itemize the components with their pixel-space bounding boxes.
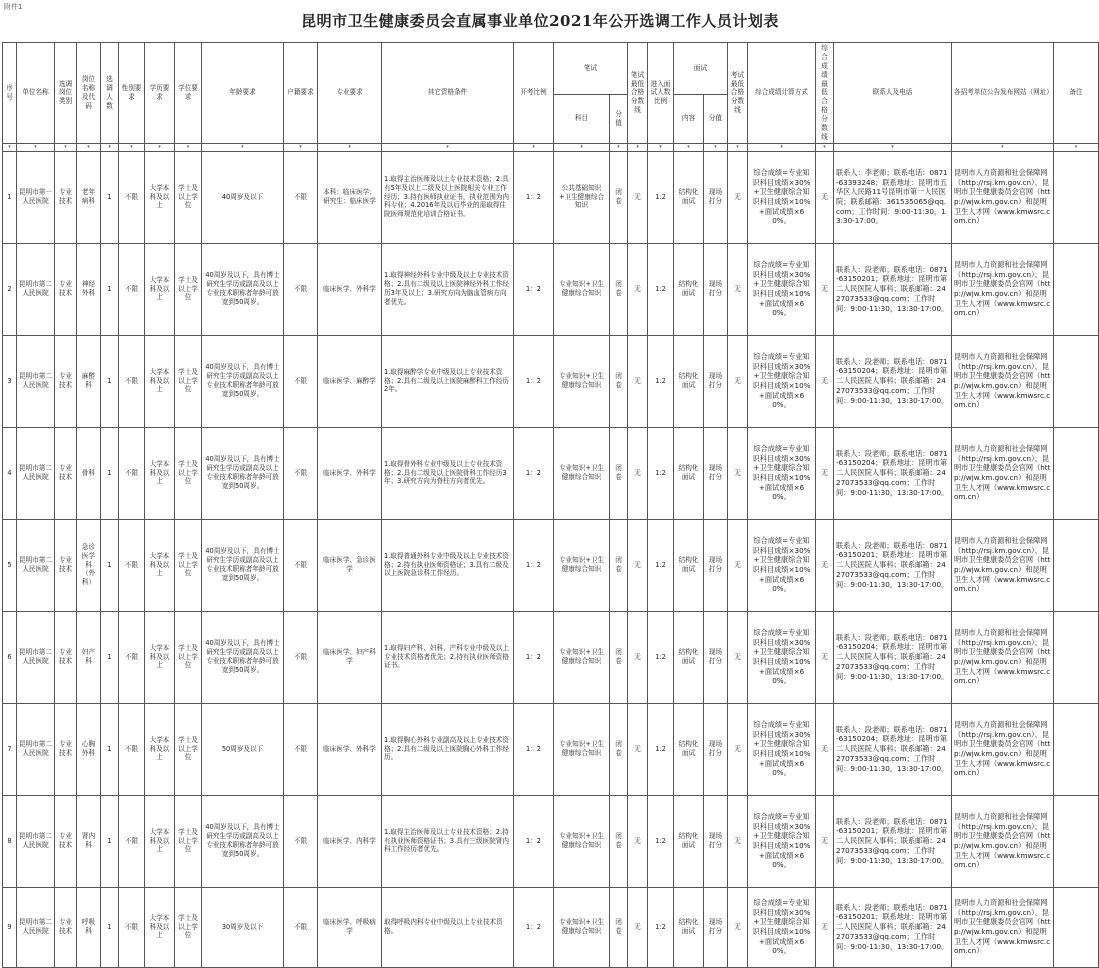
cell-no: 8 <box>3 795 17 887</box>
filter-dropdown[interactable]: ▾ <box>55 143 77 151</box>
cell-category: 专业技术 <box>55 703 77 795</box>
filter-dropdown[interactable]: ▾ <box>175 143 202 151</box>
cell-degree: 学士及以上学位 <box>175 611 202 703</box>
cell-education: 大学本科及以上 <box>145 887 175 967</box>
cell-post: 神经外科 <box>77 243 101 335</box>
filter-dropdown[interactable]: ▾ <box>318 143 382 151</box>
cell-interview-weight: 现场打分 <box>704 703 728 795</box>
cell-unit: 昆明市第二人民医院 <box>17 887 55 967</box>
cell-contact: 联系人：段老师；联系电话：0871-63150201；联系地址：昆明市第二人民医院人事科；联系邮箱：2427073533@qq.com；工作时间：9:00-11:30，13:30-17:00。 <box>834 519 952 611</box>
cell-age: 40周岁及以下，具有博士研究生学历或副高及以上专业技术职称者年龄可放宽到50周岁。 <box>202 611 284 703</box>
cell-major: 临床医学、外科学 <box>318 703 382 795</box>
cell-post: 骨科 <box>77 427 101 519</box>
filter-dropdown[interactable]: ▾ <box>554 143 610 151</box>
cell-remark <box>1054 427 1099 519</box>
cell-written-score: 无 <box>628 795 648 887</box>
filter-dropdown[interactable]: ▾ <box>816 143 834 151</box>
header-written-weight: 分值 <box>610 94 628 143</box>
table-row <box>3 427 1099 519</box>
header-age: 年龄要求 <box>202 43 284 144</box>
table-row <box>3 243 1099 335</box>
cell-written-subject: 专业知识+卫生健康综合知识 <box>554 795 610 887</box>
header-remark: 备注 <box>1054 43 1099 144</box>
cell-assess: 无 <box>728 795 748 887</box>
cell-written-score: 无 <box>628 703 648 795</box>
cell-category: 专业技术 <box>55 795 77 887</box>
cell-category: 专业技术 <box>55 427 77 519</box>
header-total-method: 综合成绩计算方式 <box>748 43 816 144</box>
header-count: 选调人数 <box>101 43 119 144</box>
cell-no: 7 <box>3 703 17 795</box>
cell-age: 40周岁及以下，具有博士研究生学历或副高及以上专业技术职称者年龄可放宽到50周岁。 <box>202 519 284 611</box>
cell-other: 1.取得主治医师及以上专业技术资格；2.持有执业医师资格证书；3.具有三级医院肾内科工作经历者优先。 <box>382 795 514 887</box>
cell-contact: 联系人：段老师；联系电话：0871-63150201；联系地址：昆明市第二人民医院人事科；联系邮箱：2427073533@qq.com；工作时间：9:00-11:30，13:30-17:00。 <box>834 243 952 335</box>
cell-written-weight: 闭卷 <box>610 335 628 427</box>
cell-unit: 昆明市第二人民医院 <box>17 703 55 795</box>
annex-label: 附件1 <box>4 3 23 11</box>
filter-dropdown[interactable]: ▾ <box>834 143 952 151</box>
cell-contact: 联系人：李老师；联系电话：0871-63393248；联系地址：昆明市五华区人民路11号昆明市第一人民医院；联系邮箱：361535065@qq.com；工作时间：9:00-11:30，13:30-17:00。 <box>834 151 952 243</box>
cell-written-score: 无 <box>628 887 648 967</box>
cell-household: 不限 <box>284 151 318 243</box>
cell-assess: 无 <box>728 519 748 611</box>
cell-contact: 联系人：段老师；联系电话：0871-63150204；联系地址：昆明市第二人民医院人事科；联系邮箱：2427073533@qq.com；工作时间：9:00-11:30，13:30-17:00。 <box>834 335 952 427</box>
cell-total-min: 无 <box>816 427 834 519</box>
cell-ratio: 1：2 <box>514 427 554 519</box>
cell-unit: 昆明市第一人民医院 <box>17 151 55 243</box>
cell-interview-ratio: 1:2 <box>648 703 674 795</box>
cell-ratio: 1：2 <box>514 887 554 967</box>
cell-written-weight: 闭卷 <box>610 427 628 519</box>
cell-category: 专业技术 <box>55 335 77 427</box>
header-interview-group: 面试 <box>674 43 728 95</box>
cell-household: 不限 <box>284 887 318 967</box>
cell-interview-ratio: 1:2 <box>648 519 674 611</box>
filter-dropdown[interactable]: ▾ <box>704 143 728 151</box>
cell-site: 昆明市人力资源和社会保障网（http://rsj.km.gov.cn）、昆明市卫生健康委员会官网（http://wjw.km.gov.cn）和昆明卫生人才网（www.kmwsrc.com.cn） <box>952 151 1054 243</box>
cell-age: 30周岁及以下 <box>202 887 284 967</box>
header-post-name: 岗位名称及代码 <box>77 43 101 144</box>
cell-age: 50周岁及以下 <box>202 703 284 795</box>
cell-degree: 学士及以上学位 <box>175 887 202 967</box>
cell-total-method: 综合成绩=专业知识科目成绩×30%+卫生健康综合知识科目成绩×10%+面试成绩×60%。 <box>748 611 816 703</box>
cell-total-min: 无 <box>816 887 834 967</box>
cell-household: 不限 <box>284 243 318 335</box>
cell-education: 大学本科及以上 <box>145 335 175 427</box>
cell-interview-weight: 现场打分 <box>704 243 728 335</box>
header-interview-ratio: 进入面试人数比例 <box>648 43 674 144</box>
cell-post: 肾内科 <box>77 795 101 887</box>
cell-written-score: 无 <box>628 151 648 243</box>
header-assess: 考试最低合格分数线 <box>728 43 748 144</box>
cell-contact: 联系人：段老师；联系电话：0871-63150204；联系地址：昆明市第二人民医院人事科；联系邮箱：2427073533@qq.com；工作时间：9:00-11:30，13:30-17:00。 <box>834 611 952 703</box>
cell-household: 不限 <box>284 795 318 887</box>
header-education: 学历要求 <box>145 43 175 144</box>
cell-written-subject: 专业知识+卫生健康综合知识 <box>554 611 610 703</box>
cell-interview-weight: 现场打分 <box>704 611 728 703</box>
cell-interview-ratio: 1:2 <box>648 611 674 703</box>
cell-interview-content: 结构化面试 <box>674 519 704 611</box>
filter-dropdown[interactable]: ▾ <box>101 143 119 151</box>
cell-written-weight: 闭卷 <box>610 151 628 243</box>
cell-ratio: 1：2 <box>514 335 554 427</box>
cell-degree: 学士及以上学位 <box>175 703 202 795</box>
filter-dropdown[interactable]: ▾ <box>202 143 284 151</box>
cell-contact: 联系人：段老师；联系电话：0871-63150204；联系地址：昆明市第二人民医院人事科；联系邮箱：2427073533@qq.com；工作时间：9:00-11:30，13:30-17:00。 <box>834 703 952 795</box>
cell-interview-content: 结构化面试 <box>674 243 704 335</box>
cell-total-method: 综合成绩=专业知识科目成绩×30%+卫生健康综合知识科目成绩×10%+面试成绩×60%。 <box>748 151 816 243</box>
cell-count: 1 <box>101 335 119 427</box>
cell-category: 专业技术 <box>55 611 77 703</box>
cell-remark <box>1054 611 1099 703</box>
cell-household: 不限 <box>284 519 318 611</box>
cell-education: 大学本科及以上 <box>145 519 175 611</box>
recruitment-plan-table <box>2 42 1099 968</box>
cell-major: 临床医学、外科学 <box>318 427 382 519</box>
cell-assess: 无 <box>728 243 748 335</box>
cell-education: 大学本科及以上 <box>145 427 175 519</box>
cell-interview-weight: 现场打分 <box>704 427 728 519</box>
cell-age: 40周岁及以下，具有博士研究生学历或副高及以上专业技术职称者年龄可放宽到50周岁。 <box>202 243 284 335</box>
cell-post: 心胸外科 <box>77 703 101 795</box>
cell-other: 1.取得神经外科专业中级及以上专业技术资格；2.具有二级及以上医院神经外科工作经历3年及以上；3.研究方向为脑血管病方向者优先。 <box>382 243 514 335</box>
cell-written-weight: 闭卷 <box>610 519 628 611</box>
cell-no: 3 <box>3 335 17 427</box>
cell-site: 昆明市人力资源和社会保障网（http://rsj.km.gov.cn）、昆明市卫生健康委员会官网（http://wjw.km.gov.cn）和昆明卫生人才网（www.kmwsrc.com.cn） <box>952 335 1054 427</box>
cell-major: 本科：临床医学；研究生：临床医学 <box>318 151 382 243</box>
cell-gender: 不限 <box>119 795 145 887</box>
cell-remark <box>1054 151 1099 243</box>
cell-major: 临床医学、麻醉学 <box>318 335 382 427</box>
cell-contact: 联系人：段老师；联系电话：0871-63150204；联系地址：昆明市第二人民医院人事科；联系邮箱：2427073533@qq.com；工作时间：9:00-11:30，13:30-17:00。 <box>834 427 952 519</box>
cell-no: 2 <box>3 243 17 335</box>
cell-category: 专业技术 <box>55 519 77 611</box>
cell-no: 6 <box>3 611 17 703</box>
cell-post: 急诊医学科（外科） <box>77 519 101 611</box>
cell-education: 大学本科及以上 <box>145 795 175 887</box>
cell-site: 昆明市人力资源和社会保障网（http://rsj.km.gov.cn）、昆明市卫生健康委员会官网（http://wjw.km.gov.cn）和昆明卫生人才网（www.kmwsrc.com.cn） <box>952 703 1054 795</box>
cell-site: 昆明市人力资源和社会保障网（http://rsj.km.gov.cn）、昆明市卫生健康委员会官网（http://wjw.km.gov.cn）和昆明卫生人才网（www.kmwsrc.com.cn） <box>952 887 1054 967</box>
cell-interview-weight: 现场打分 <box>704 151 728 243</box>
cell-total-min: 无 <box>816 243 834 335</box>
cell-written-subject: 专业知识+卫生健康综合知识 <box>554 887 610 967</box>
filter-dropdown[interactable]: ▾ <box>77 143 101 151</box>
cell-interview-content: 结构化面试 <box>674 335 704 427</box>
header-major: 专业要求 <box>318 43 382 144</box>
cell-remark <box>1054 335 1099 427</box>
cell-interview-content: 结构化面试 <box>674 151 704 243</box>
cell-total-min: 无 <box>816 335 834 427</box>
cell-remark <box>1054 519 1099 611</box>
cell-age: 40周岁及以下 <box>202 151 284 243</box>
filter-dropdown[interactable]: ▾ <box>119 143 145 151</box>
cell-interview-content: 结构化面试 <box>674 611 704 703</box>
cell-total-min: 无 <box>816 151 834 243</box>
filter-dropdown[interactable]: ▾ <box>17 143 55 151</box>
cell-count: 1 <box>101 703 119 795</box>
cell-major: 临床医学、外科学 <box>318 243 382 335</box>
header-site: 各招考单位公告发布网站（网址） <box>952 43 1054 144</box>
cell-other: 1.取得骨外科专业中级及以上专业技术资格；2.具有二级及以上医院骨科工作经历3年；3.研究方向为脊柱方向者优先。 <box>382 427 514 519</box>
cell-total-min: 无 <box>816 519 834 611</box>
cell-ratio: 1：2 <box>514 611 554 703</box>
cell-major: 临床医学、妇产科学 <box>318 611 382 703</box>
cell-ratio: 1：2 <box>514 151 554 243</box>
header-interview-weight: 分值 <box>704 94 728 143</box>
cell-ratio: 1：2 <box>514 795 554 887</box>
cell-other: 1.取得妇产科、妇科、产科专业中级及以上专业技术资格者优先；2.持有执业医师资格证书。 <box>382 611 514 703</box>
cell-degree: 学士及以上学位 <box>175 427 202 519</box>
header-contact: 联系人及电话 <box>834 43 952 144</box>
cell-other: 1.取得普通外科专业中级及以上专业技术资格；2.持有执业医师资格证；3.具有二级及以上医院急诊科工作经历。 <box>382 519 514 611</box>
cell-gender: 不限 <box>119 519 145 611</box>
cell-assess: 无 <box>728 427 748 519</box>
cell-site: 昆明市人力资源和社会保障网（http://rsj.km.gov.cn）、昆明市卫生健康委员会官网（http://wjw.km.gov.cn）和昆明卫生人才网（www.kmwsrc.com.cn） <box>952 611 1054 703</box>
cell-interview-content: 结构化面试 <box>674 887 704 967</box>
cell-age: 40周岁及以下，具有博士研究生学历或副高及以上专业技术职称者年龄可放宽到50周岁。 <box>202 795 284 887</box>
header-no: 序号 <box>3 43 17 144</box>
header-post-category: 选调岗位类别 <box>55 43 77 144</box>
table-row <box>3 887 1099 967</box>
cell-degree: 学士及以上学位 <box>175 335 202 427</box>
cell-count: 1 <box>101 151 119 243</box>
cell-total-method: 综合成绩=专业知识科目成绩×30%+卫生健康综合知识科目成绩×10%+面试成绩×60%。 <box>748 703 816 795</box>
cell-post: 麻醉科 <box>77 335 101 427</box>
cell-interview-ratio: 1:2 <box>648 151 674 243</box>
cell-interview-content: 结构化面试 <box>674 795 704 887</box>
table-row <box>3 703 1099 795</box>
cell-major: 临床医学、急诊医学 <box>318 519 382 611</box>
cell-remark <box>1054 703 1099 795</box>
cell-education: 大学本科及以上 <box>145 703 175 795</box>
cell-site: 昆明市人力资源和社会保障网（http://rsj.km.gov.cn）、昆明市卫生健康委员会官网（http://wjw.km.gov.cn）和昆明卫生人才网（www.kmwsrc.com.cn） <box>952 427 1054 519</box>
cell-count: 1 <box>101 519 119 611</box>
cell-unit: 昆明市第二人民医院 <box>17 243 55 335</box>
cell-interview-content: 结构化面试 <box>674 703 704 795</box>
cell-interview-content: 结构化面试 <box>674 427 704 519</box>
cell-gender: 不限 <box>119 427 145 519</box>
cell-assess: 无 <box>728 703 748 795</box>
header-household: 户籍要求 <box>284 43 318 144</box>
cell-written-subject: 专业知识+卫生健康综合知识 <box>554 519 610 611</box>
cell-household: 不限 <box>284 427 318 519</box>
cell-assess: 无 <box>728 151 748 243</box>
cell-degree: 学士及以上学位 <box>175 795 202 887</box>
cell-other: 取得呼吸内科专业中级及以上专业技术资格。 <box>382 887 514 967</box>
cell-total-min: 无 <box>816 611 834 703</box>
cell-written-weight: 闭卷 <box>610 795 628 887</box>
filter-dropdown[interactable]: ▾ <box>610 143 628 151</box>
cell-gender: 不限 <box>119 887 145 967</box>
cell-other: 1.取得麻醉学专业中级及以上专业技术资格；2.具有二级及以上医院麻醉科工作经历2年。 <box>382 335 514 427</box>
cell-degree: 学士及以上学位 <box>175 519 202 611</box>
cell-written-weight: 闭卷 <box>610 243 628 335</box>
filter-dropdown[interactable]: ▾ <box>628 143 648 151</box>
cell-interview-ratio: 1:2 <box>648 887 674 967</box>
cell-total-method: 综合成绩=专业知识科目成绩×30%+卫生健康综合知识科目成绩×10%+面试成绩×60%。 <box>748 887 816 967</box>
cell-written-weight: 闭卷 <box>610 703 628 795</box>
cell-ratio: 1：2 <box>514 703 554 795</box>
cell-written-weight: 闭卷 <box>610 887 628 967</box>
filter-dropdown[interactable]: ▾ <box>674 143 704 151</box>
header-written-score: 笔试最低合格分数线 <box>628 43 648 144</box>
table-row <box>3 611 1099 703</box>
cell-no: 4 <box>3 427 17 519</box>
header-ratio: 开考比例 <box>514 43 554 144</box>
cell-gender: 不限 <box>119 243 145 335</box>
cell-interview-ratio: 1:2 <box>648 795 674 887</box>
cell-count: 1 <box>101 243 119 335</box>
cell-contact: 联系人：段老师；联系电话：0871-63150201；联系地址：昆明市第二人民医院人事科；联系邮箱：2427073533@qq.com；工作时间：9:00-11:30，13:30-17:00。 <box>834 795 952 887</box>
cell-written-subject: 公共基础知识+卫生健康综合知识 <box>554 151 610 243</box>
header-degree: 学位要求 <box>175 43 202 144</box>
table-row <box>3 795 1099 887</box>
filter-dropdown[interactable]: ▾ <box>728 143 748 151</box>
page-title: 昆明市卫生健康委员会直属事业单位2021年公开选调工作人员计划表 <box>301 12 779 30</box>
cell-household: 不限 <box>284 335 318 427</box>
cell-major: 临床医学、内科学 <box>318 795 382 887</box>
cell-assess: 无 <box>728 335 748 427</box>
cell-category: 专业技术 <box>55 243 77 335</box>
cell-count: 1 <box>101 795 119 887</box>
cell-category: 专业技术 <box>55 887 77 967</box>
cell-interview-weight: 现场打分 <box>704 887 728 967</box>
cell-count: 1 <box>101 887 119 967</box>
cell-written-subject: 专业知识+卫生健康综合知识 <box>554 335 610 427</box>
table-row <box>3 519 1099 611</box>
cell-degree: 学士及以上学位 <box>175 151 202 243</box>
cell-interview-weight: 现场打分 <box>704 335 728 427</box>
header-unit: 单位名称 <box>17 43 55 144</box>
cell-post: 呼吸科 <box>77 887 101 967</box>
cell-interview-ratio: 1:2 <box>648 243 674 335</box>
cell-interview-weight: 现场打分 <box>704 795 728 887</box>
header-other: 其它资格条件 <box>382 43 514 144</box>
cell-degree: 学士及以上学位 <box>175 243 202 335</box>
cell-no: 9 <box>3 887 17 967</box>
table-row <box>3 151 1099 243</box>
cell-gender: 不限 <box>119 151 145 243</box>
cell-written-subject: 专业知识+卫生健康综合知识 <box>554 427 610 519</box>
cell-age: 40周岁及以下，具有博士研究生学历或副高及以上专业技术职称者年龄可放宽到50周岁。 <box>202 335 284 427</box>
cell-unit: 昆明市第二人民医院 <box>17 519 55 611</box>
cell-written-score: 无 <box>628 335 648 427</box>
header-written-group: 笔试 <box>554 43 628 95</box>
cell-written-subject: 专业知识+卫生健康综合知识 <box>554 243 610 335</box>
cell-ratio: 1：2 <box>514 243 554 335</box>
filter-dropdown[interactable]: ▾ <box>952 143 1054 151</box>
cell-household: 不限 <box>284 611 318 703</box>
cell-written-score: 无 <box>628 243 648 335</box>
cell-interview-ratio: 1:2 <box>648 427 674 519</box>
cell-ratio: 1：2 <box>514 519 554 611</box>
filter-dropdown[interactable]: ▾ <box>3 143 17 151</box>
cell-age: 40周岁及以下，具有博士研究生学历或副高及以上专业技术职称者年龄可放宽到50周岁。 <box>202 427 284 519</box>
cell-total-method: 综合成绩=专业知识科目成绩×30%+卫生健康综合知识科目成绩×10%+面试成绩×60%。 <box>748 519 816 611</box>
cell-gender: 不限 <box>119 703 145 795</box>
cell-interview-weight: 现场打分 <box>704 519 728 611</box>
filter-dropdown[interactable]: ▾ <box>382 143 514 151</box>
cell-other: 1.取得主治医师及以上专业技术资格；2.具有5年及以上二级及以上医院相关专业工作经历；3.持有医师执业证书，执业范围为内科专业；4.2016年及以后毕业的需取得住院医师规范化培训合格证书。 <box>382 151 514 243</box>
cell-gender: 不限 <box>119 335 145 427</box>
filter-dropdown[interactable]: ▾ <box>648 143 674 151</box>
filter-dropdown[interactable]: ▾ <box>145 143 175 151</box>
cell-total-min: 无 <box>816 703 834 795</box>
cell-other: 1.取得胸心外科专业副高及以上专业技术资格；2.具有二级及以上医院胸心外科工作经历。 <box>382 703 514 795</box>
table-row <box>3 335 1099 427</box>
cell-unit: 昆明市第二人民医院 <box>17 611 55 703</box>
cell-written-subject: 专业知识+卫生健康综合知识 <box>554 703 610 795</box>
cell-education: 大学本科及以上 <box>145 611 175 703</box>
cell-education: 大学本科及以上 <box>145 151 175 243</box>
cell-assess: 无 <box>728 611 748 703</box>
cell-interview-ratio: 1:2 <box>648 335 674 427</box>
cell-education: 大学本科及以上 <box>145 243 175 335</box>
cell-total-method: 综合成绩=专业知识科目成绩×30%+卫生健康综合知识科目成绩×10%+面试成绩×60%。 <box>748 243 816 335</box>
cell-site: 昆明市人力资源和社会保障网（http://rsj.km.gov.cn）、昆明市卫生健康委员会官网（http://wjw.km.gov.cn）和昆明卫生人才网（www.kmwsrc.com.cn） <box>952 243 1054 335</box>
cell-household: 不限 <box>284 703 318 795</box>
header-interview-content: 内容 <box>674 94 704 143</box>
cell-contact: 联系人：段老师；联系电话：0871-63150201；联系地址：昆明市第二人民医院人事科；联系邮箱：2427073533@qq.com；工作时间：9:00-11:30，13:30-17:00。 <box>834 887 952 967</box>
cell-major: 临床医学、呼吸病学 <box>318 887 382 967</box>
cell-written-score: 无 <box>628 519 648 611</box>
header-gender: 性别要求 <box>119 43 145 144</box>
cell-written-score: 无 <box>628 427 648 519</box>
cell-assess: 无 <box>728 887 748 967</box>
cell-total-method: 综合成绩=专业知识科目成绩×30%+卫生健康综合知识科目成绩×10%+面试成绩×60%。 <box>748 427 816 519</box>
filter-dropdown[interactable]: ▾ <box>748 143 816 151</box>
header-written-subject: 科目 <box>554 94 610 143</box>
cell-no: 1 <box>3 151 17 243</box>
cell-unit: 昆明市第二人民医院 <box>17 795 55 887</box>
cell-total-method: 综合成绩=专业知识科目成绩×30%+卫生健康综合知识科目成绩×10%+面试成绩×60%。 <box>748 795 816 887</box>
cell-category: 专业技术 <box>55 151 77 243</box>
cell-unit: 昆明市第二人民医院 <box>17 335 55 427</box>
filter-dropdown[interactable]: ▾ <box>514 143 554 151</box>
cell-remark <box>1054 243 1099 335</box>
cell-no: 5 <box>3 519 17 611</box>
cell-count: 1 <box>101 611 119 703</box>
header-total-min: 综合成绩最低合格分数线 <box>816 43 834 144</box>
cell-total-min: 无 <box>816 795 834 887</box>
cell-gender: 不限 <box>119 611 145 703</box>
cell-total-method: 综合成绩=专业知识科目成绩×30%+卫生健康综合知识科目成绩×10%+面试成绩×60%。 <box>748 335 816 427</box>
cell-written-score: 无 <box>628 611 648 703</box>
cell-remark <box>1054 795 1099 887</box>
filter-dropdown[interactable]: ▾ <box>1054 143 1099 151</box>
filter-dropdown[interactable]: ▾ <box>284 143 318 151</box>
cell-unit: 昆明市第二人民医院 <box>17 427 55 519</box>
cell-post: 妇产科 <box>77 611 101 703</box>
cell-count: 1 <box>101 427 119 519</box>
cell-site: 昆明市人力资源和社会保障网（http://rsj.km.gov.cn）、昆明市卫生健康委员会官网（http://wjw.km.gov.cn）和昆明卫生人才网（www.kmwsrc.com.cn） <box>952 519 1054 611</box>
cell-post: 老年病科 <box>77 151 101 243</box>
cell-site: 昆明市人力资源和社会保障网（http://rsj.km.gov.cn）、昆明市卫生健康委员会官网（http://wjw.km.gov.cn）和昆明卫生人才网（www.kmwsrc.com.cn） <box>952 795 1054 887</box>
cell-remark <box>1054 887 1099 967</box>
cell-written-weight: 闭卷 <box>610 611 628 703</box>
